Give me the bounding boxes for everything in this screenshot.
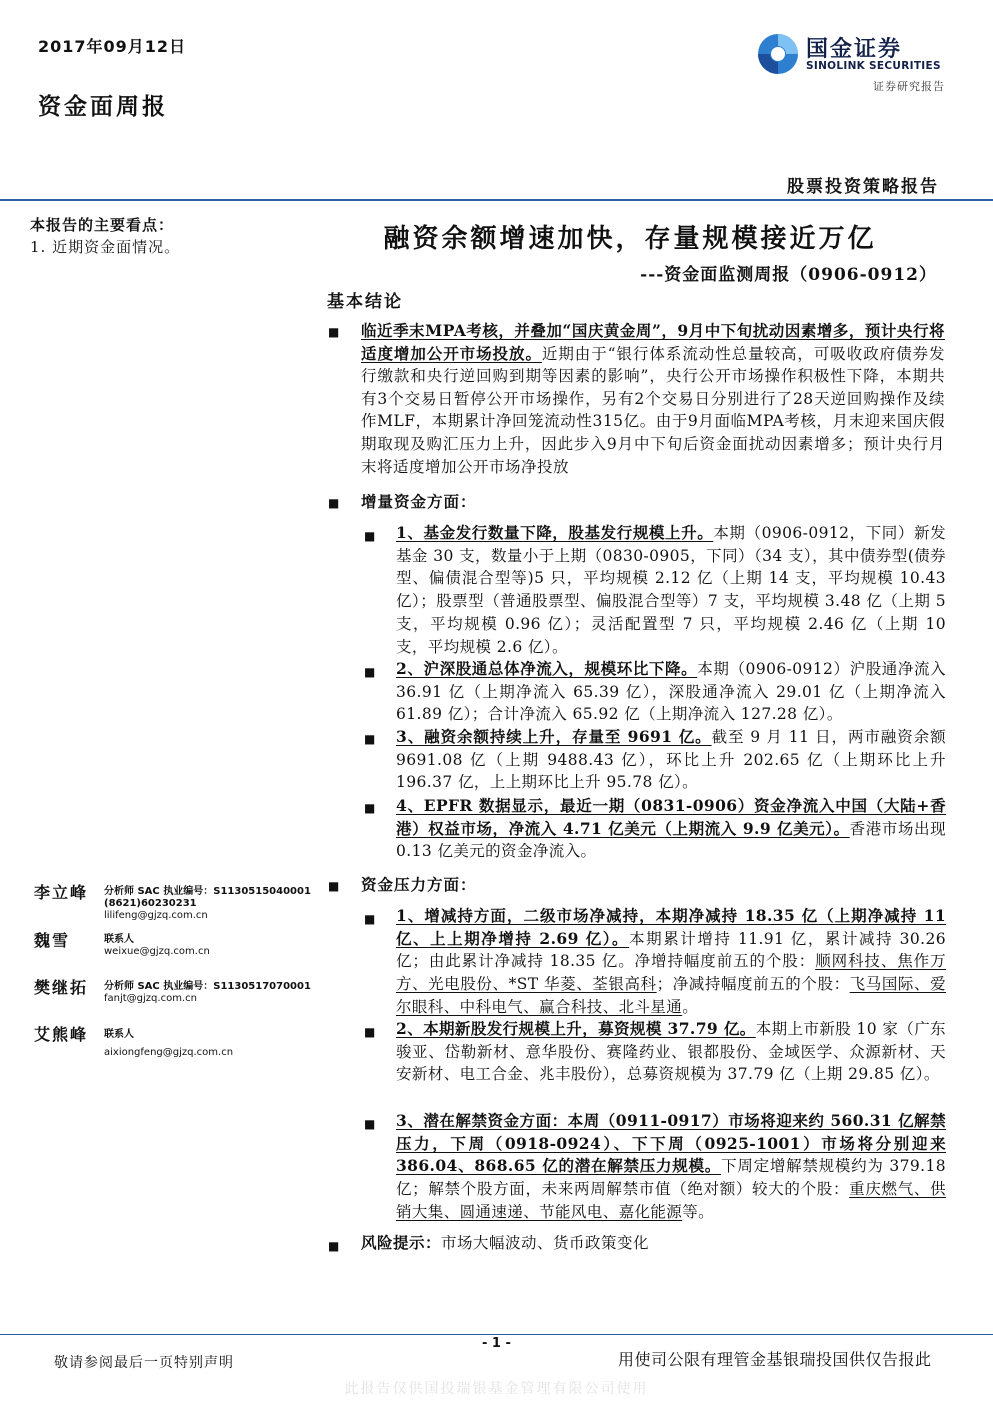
analyst-email[interactable]: weixue@gjzq.com.cn: [104, 946, 210, 957]
bullet-square-icon: ■: [364, 529, 376, 543]
stock-connect-paragraph: 2、沪深股通总体净流入，规模环比下降。本期（0906-0912）沪股通净流入 36.91 亿（上期净流入 65.39 亿），深股通净流入 29.01 亿（上期净流入 61.89 亿）；合计净流入 65.92 亿（上期净流入 127.28 亿）。: [396, 659, 947, 724]
footer-disclaimer: 敬请参阅最后一页特别声明: [54, 1355, 234, 1371]
fund-issuance-paragraph: 1、基金发行数量下降，股基发行规模上升。本期（0906-0912，下同）新发基金 30 支，数量小于上期（0830-0905，下同）（34 支），其中债券型(债券型、偏债混合型等)5 只，平均规模 2.12 亿（上期 14 支，平均规模 10.43 亿）；股票型（普通股票型、偏股混合型等）7 支，平均规模 3.48 亿（上期 5 支，平均规模 0.96 亿）；灵活配置型 7 只，平均规模 2.46 亿（上期 10 支，平均规模 2.6 亿）。: [396, 523, 946, 656]
watermark: 此报告仅供国投瑞银基金管理有限公司使用: [344, 1381, 649, 1397]
analyst-name: 李立峰: [34, 883, 89, 902]
analyst-contact: 联系人 aixiongfeng@gjzq.com.cn: [104, 1029, 234, 1058]
section-heading: 基本结论: [327, 292, 403, 312]
brand-emblem-icon: [756, 32, 800, 76]
report-series-title: 资金面周报: [38, 93, 168, 120]
analyst-name: 艾熊峰: [34, 1025, 89, 1044]
header-divider: [0, 199, 993, 201]
epfr-paragraph: 4、EPFR 数据显示，最近一期（0831-0906）资金净流入中国（大陆+香港）权益市场，净流入 4.71 亿美元（上期流入 9.9 亿美元）。香港市场出现 0.13 亿美元的资金净流入。: [396, 796, 947, 861]
footer-mirrored-text: 用使司公限有理管金基银瑞投国供仅告报此: [618, 1350, 932, 1369]
highlights-title: 本报告的主要看点：: [30, 216, 175, 234]
subsection-title: 资金压力方面：: [361, 875, 477, 894]
bullet-square-icon: ■: [364, 732, 376, 746]
analyst-name: 魏雪: [34, 931, 71, 950]
brand-logo: [756, 30, 956, 78]
ipo-paragraph: 2、本期新股发行规模上升，募资规模 37.79 亿。本期上市新股 10 家（广东骏亚、岱勒新材、意华股份、赛隆药业、银都股份、金域医学、众源新材、天安新材、电工合金、兆丰股份），总募资规模为 37.79 亿（上期 29.85 亿）。: [396, 1019, 946, 1084]
brand-name-cn: 国金证券: [806, 37, 903, 62]
report-subtitle: ---资金面监测周报（0906-0912）: [640, 265, 937, 285]
brand-name-en: SINOLINK SECURITIES: [806, 60, 941, 72]
bullet-square-icon: ■: [328, 879, 340, 893]
bullet-square-icon: ■: [364, 1025, 376, 1039]
analyst-contact: 分析师 SAC 执业编号：S1130515040001 (8621)60230231 lilifeng@gjzq.com.cn: [104, 886, 311, 921]
analyst-email[interactable]: aixiongfeng@gjzq.com.cn: [104, 1047, 234, 1058]
bullet-square-icon: ■: [328, 325, 340, 339]
page-number: - 1 -: [482, 1336, 511, 1351]
bullet-square-icon: ■: [328, 496, 340, 510]
analyst-contact: 分析师 SAC 执业编号：S1130517070001 fanjt@gjzq.com.cn: [104, 981, 311, 1004]
bullet-square-icon: ■: [364, 801, 376, 815]
brand-tagline: 证券研究报告: [873, 80, 945, 93]
top-increase-stocks[interactable]: 顺网科技、焦作万方、光电股份、*ST 华菱、荃银高科: [396, 952, 946, 994]
top-decrease-stocks[interactable]: 飞马国际、爱尔眼科、中科电气、赢合科技、北斗星通: [396, 975, 946, 1016]
analyst-email[interactable]: lilifeng@gjzq.com.cn: [104, 910, 208, 921]
analyst-contact: 联系人 weixue@gjzq.com.cn: [104, 934, 210, 957]
unlock-stocks[interactable]: 重庆燃气、供销大集、圆通速递、节能风电、嘉化能源: [396, 1180, 946, 1221]
bullet-square-icon: ■: [364, 912, 376, 926]
bullet-square-icon: ■: [364, 665, 376, 679]
analyst-name: 樊继拓: [34, 978, 89, 997]
footer-divider: [0, 1334, 993, 1335]
analyst-email[interactable]: fanjt@gjzq.com.cn: [104, 993, 197, 1004]
highlights-item: 1. 近期资金面情况。: [30, 238, 181, 256]
bullet-square-icon: ■: [364, 1117, 376, 1131]
shareholding-paragraph: 1、增减持方面，二级市场净减持，本期净减持 18.35 亿（上期净减持 11 亿、上上期净增持 2.69 亿）。本期累计增持 11.91 亿，累计减持 30.26 亿；由此累计净减持 18.35 亿。净增持幅度前五的个股：顺网科技、焦作万方、光电股份、*ST 华菱、荃银高科；净减持幅度前五的个股：飞马国际、爱尔眼科、中科电气、赢合科技、北斗星通。: [396, 906, 946, 1016]
unlock-paragraph: 3、潜在解禁资金方面：本周（0911-0917）市场将迎来约 560.31 亿解禁压力，下周（0918-0924）、下下周（0925-1001）市场将分别迎来 386.04、868.65 亿的潜在解禁压力规模。下周定增解禁规模约为 379.18 亿；解禁个股方面，未来两周解禁市值（绝对额）较大的个股：重庆燃气、供销大集、圆通速递、节能风电、嘉化能源等。: [396, 1111, 946, 1221]
margin-balance-paragraph: 3、融资余额持续上升，存量至 9691 亿。截至 9 月 11 日，两市融资余额 9691.08 亿（上期 9488.43 亿），环比上升 202.65 亿（上期环比上升 196.37 亿，上上期环比上升 95.78 亿）。: [396, 727, 946, 792]
report-main-title: 融资余额增速加快，存量规模接近万亿: [383, 224, 877, 254]
report-date: 2017年09月12日: [38, 37, 187, 56]
report-type: 股票投资策略报告: [787, 177, 939, 197]
bullet-square-icon: ■: [328, 1239, 340, 1253]
risk-warning: 风险提示：市场大幅波动、货币政策变化: [361, 1233, 650, 1252]
conclusion-paragraph: 临近季末MPA考核，并叠加“国庆黄金周”，9月中下旬扰动因素增多，预计央行将适度增加公开市场投放。近期由于“银行体系流动性总量较高，可吸收政府债券发行缴款和央行逆回购到期等因素的影响”，央行公开市场操作积极性下降，本期共有3个交易日暂停公开市场操作，另有2个交易日分别进行了28天逆回购操作及续作MLF，本期累计净回笼流动性315亿。由于9月面临MPA考核，月末迎来国庆假期取现及购汇压力上升，因此步入9月中下旬后资金面扰动因素增多；预计央行月末将适度增加公开市场净投放: [361, 321, 945, 476]
subsection-title: 增量资金方面：: [361, 492, 477, 511]
